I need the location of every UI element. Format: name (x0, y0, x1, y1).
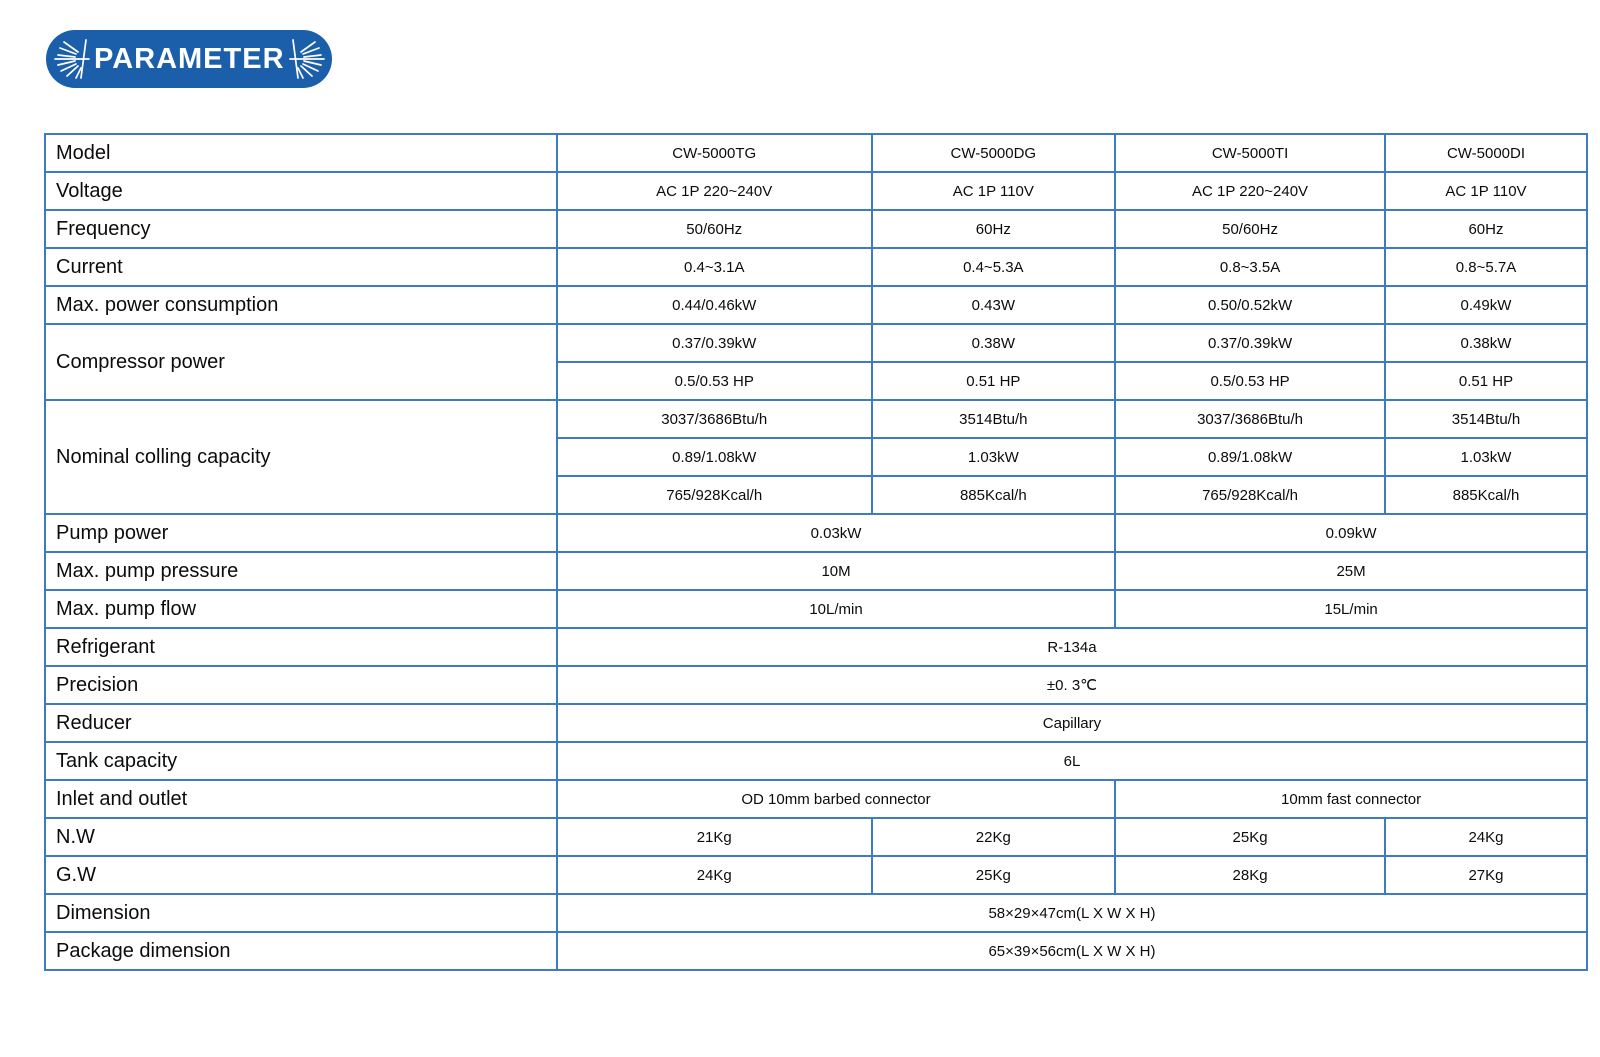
model-tg: CW-5000TG (557, 134, 872, 172)
row-refrigerant (45, 628, 1587, 666)
compressor-kw-ti: 0.37/0.39kW (1115, 324, 1385, 362)
label-refrigerant: Refrigerant (45, 628, 557, 666)
nominal-kcal-tg: 765/928Kcal/h (557, 476, 872, 514)
gw-ti: 28Kg (1115, 856, 1385, 894)
label-frequency: Frequency (45, 210, 557, 248)
row-current (45, 248, 1587, 286)
max-power-di: 0.49kW (1385, 286, 1587, 324)
compressor-hp-tg: 0.5/0.53 HP (557, 362, 872, 400)
model-dg: CW-5000DG (872, 134, 1116, 172)
pump-power-ti-di: 0.09kW (1115, 514, 1587, 552)
voltage-ti: AC 1P 220~240V (1115, 172, 1385, 210)
nw-tg: 21Kg (557, 818, 872, 856)
row-pump-power (45, 514, 1587, 552)
label-precision: Precision (45, 666, 557, 704)
row-frequency (45, 210, 1587, 248)
voltage-tg: AC 1P 220~240V (557, 172, 872, 210)
nominal-btu-tg: 3037/3686Btu/h (557, 400, 872, 438)
inlet-outlet-tg-dg: OD 10mm barbed connector (557, 780, 1115, 818)
row-gross-weight (45, 856, 1587, 894)
row-tank-capacity (45, 742, 1587, 780)
label-max-power: Max. power consumption (45, 286, 557, 324)
label-inlet-outlet: Inlet and outlet (45, 780, 557, 818)
package-dimension-value: 65×39×56cm(L X W X H) (557, 932, 1587, 970)
nw-dg: 22Kg (872, 818, 1116, 856)
frequency-dg: 60Hz (872, 210, 1116, 248)
page-title: PARAMETER (94, 42, 285, 75)
current-di: 0.8~5.7A (1385, 248, 1587, 286)
model-ti: CW-5000TI (1115, 134, 1385, 172)
compressor-hp-ti: 0.5/0.53 HP (1115, 362, 1385, 400)
nominal-btu-dg: 3514Btu/h (872, 400, 1116, 438)
row-compressor-kw (45, 324, 1587, 362)
spec-table (44, 133, 1588, 971)
current-ti: 0.8~3.5A (1115, 248, 1385, 286)
label-reducer: Reducer (45, 704, 557, 742)
row-pump-flow (45, 590, 1587, 628)
row-reducer (45, 704, 1587, 742)
label-model: Model (45, 134, 557, 172)
compressor-kw-di: 0.38kW (1385, 324, 1587, 362)
label-net-weight: N.W (45, 818, 557, 856)
gw-dg: 25Kg (872, 856, 1116, 894)
label-voltage: Voltage (45, 172, 557, 210)
row-nominal-btu (45, 400, 1587, 438)
row-inlet-outlet (45, 780, 1587, 818)
pump-flow-tg-dg: 10L/min (557, 590, 1115, 628)
row-voltage (45, 172, 1587, 210)
current-tg: 0.4~3.1A (557, 248, 872, 286)
voltage-di: AC 1P 110V (1385, 172, 1587, 210)
nominal-kw-tg: 0.89/1.08kW (557, 438, 872, 476)
row-precision (45, 666, 1587, 704)
frequency-tg: 50/60Hz (557, 210, 872, 248)
compressor-hp-dg: 0.51 HP (872, 362, 1116, 400)
nominal-kw-ti: 0.89/1.08kW (1115, 438, 1385, 476)
row-model (45, 134, 1587, 172)
parameter-badge (46, 30, 332, 88)
compressor-hp-di: 0.51 HP (1385, 362, 1587, 400)
voltage-dg: AC 1P 110V (872, 172, 1116, 210)
gw-tg: 24Kg (557, 856, 872, 894)
pump-pressure-ti-di: 25M (1115, 552, 1587, 590)
label-package-dimension: Package dimension (45, 932, 557, 970)
label-dimension: Dimension (45, 894, 557, 932)
row-dimension (45, 894, 1587, 932)
max-power-dg: 0.43W (872, 286, 1116, 324)
row-net-weight (45, 818, 1587, 856)
precision-value: ±0. 3℃ (557, 666, 1587, 704)
tank-capacity-value: 6L (557, 742, 1587, 780)
nw-di: 24Kg (1385, 818, 1587, 856)
nominal-btu-ti: 3037/3686Btu/h (1115, 400, 1385, 438)
inlet-outlet-ti-di: 10mm fast connector (1115, 780, 1587, 818)
nominal-kw-dg: 1.03kW (872, 438, 1116, 476)
dimension-value: 58×29×47cm(L X W X H) (557, 894, 1587, 932)
model-di: CW-5000DI (1385, 134, 1587, 172)
nw-ti: 25Kg (1115, 818, 1385, 856)
frequency-di: 60Hz (1385, 210, 1587, 248)
reducer-value: Capillary (557, 704, 1587, 742)
label-pump-pressure: Max. pump pressure (45, 552, 557, 590)
label-tank-capacity: Tank capacity (45, 742, 557, 780)
compressor-kw-tg: 0.37/0.39kW (557, 324, 872, 362)
laser-spark-icon (54, 37, 94, 81)
row-pump-pressure (45, 552, 1587, 590)
compressor-kw-dg: 0.38W (872, 324, 1116, 362)
pump-pressure-tg-dg: 10M (557, 552, 1115, 590)
laser-spark-icon (285, 37, 325, 81)
label-current: Current (45, 248, 557, 286)
nominal-kcal-ti: 765/928Kcal/h (1115, 476, 1385, 514)
refrigerant-value: R-134a (557, 628, 1587, 666)
label-pump-flow: Max. pump flow (45, 590, 557, 628)
nominal-kw-di: 1.03kW (1385, 438, 1587, 476)
label-pump-power: Pump power (45, 514, 557, 552)
max-power-ti: 0.50/0.52kW (1115, 286, 1385, 324)
max-power-tg: 0.44/0.46kW (557, 286, 872, 324)
gw-di: 27Kg (1385, 856, 1587, 894)
nominal-kcal-dg: 885Kcal/h (872, 476, 1116, 514)
label-gross-weight: G.W (45, 856, 557, 894)
label-nominal-capacity: Nominal colling capacity (45, 400, 557, 514)
row-max-power (45, 286, 1587, 324)
label-compressor-power: Compressor power (45, 324, 557, 400)
pump-power-tg-dg: 0.03kW (557, 514, 1115, 552)
current-dg: 0.4~5.3A (872, 248, 1116, 286)
pump-flow-ti-di: 15L/min (1115, 590, 1587, 628)
nominal-kcal-di: 885Kcal/h (1385, 476, 1587, 514)
frequency-ti: 50/60Hz (1115, 210, 1385, 248)
row-package-dimension (45, 932, 1587, 970)
nominal-btu-di: 3514Btu/h (1385, 400, 1587, 438)
